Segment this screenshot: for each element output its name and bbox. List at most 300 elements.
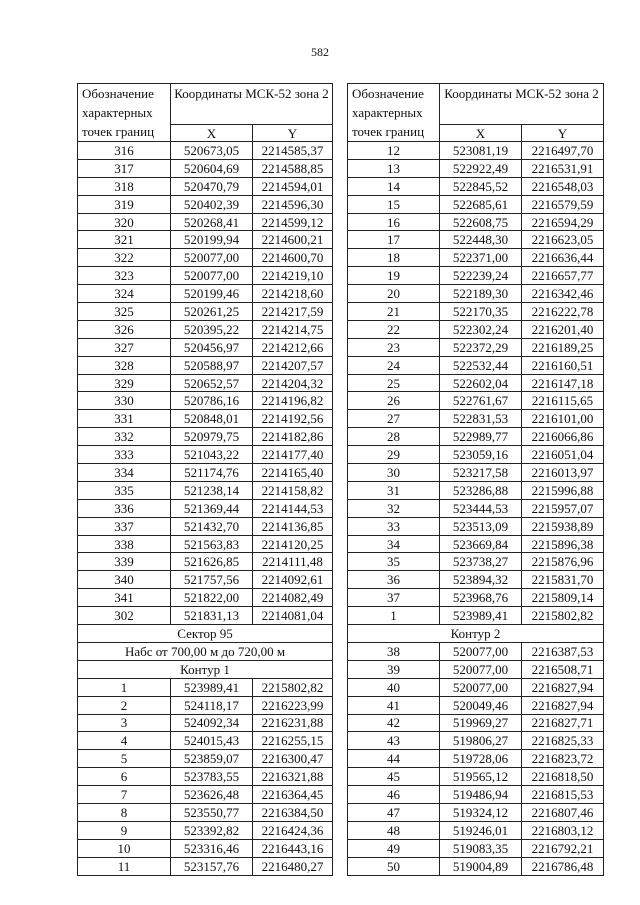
x-column-header: X <box>171 125 253 142</box>
y-coordinate-cell: 2216579,59 <box>522 195 604 213</box>
y-coordinate-cell: 2216051,04 <box>522 446 604 464</box>
table-row <box>348 303 604 321</box>
point-id-cell: 17 <box>348 231 440 249</box>
point-id-cell: 23 <box>348 338 440 356</box>
coordinates-table-right <box>347 83 604 876</box>
table-row <box>348 249 604 267</box>
table-row <box>78 410 333 428</box>
table-row <box>348 571 604 589</box>
table-row <box>348 267 604 285</box>
x-coordinate-cell: 522831,53 <box>440 410 522 428</box>
point-id-cell: 30 <box>348 464 440 482</box>
x-coordinate-cell: 519565,12 <box>440 768 522 786</box>
x-coordinate-cell: 520456,97 <box>171 338 253 356</box>
table-row <box>348 481 604 499</box>
x-coordinate-cell: 520077,00 <box>440 660 522 678</box>
x-coordinate-cell: 522371,00 <box>440 249 522 267</box>
y-column-header: Y <box>522 125 604 142</box>
x-coordinate-cell: 522170,35 <box>440 303 522 321</box>
point-id-cell: 46 <box>348 786 440 804</box>
y-coordinate-cell: 2216807,46 <box>522 803 604 821</box>
table-row <box>348 660 604 678</box>
table-row <box>348 607 604 625</box>
y-coordinate-cell: 2216201,40 <box>522 320 604 338</box>
point-id-cell: 24 <box>348 356 440 374</box>
x-coordinate-cell: 522922,49 <box>440 159 522 177</box>
point-id-cell: 341 <box>78 589 171 607</box>
y-coordinate-cell: 2216823,72 <box>522 750 604 768</box>
table-row <box>78 857 333 875</box>
point-id-cell: 9 <box>78 821 171 839</box>
section-heading: Сектор 95 <box>78 625 333 643</box>
table-row <box>348 714 604 732</box>
x-coordinate-cell: 523894,32 <box>440 571 522 589</box>
table-row <box>78 303 333 321</box>
x-coordinate-cell: 524015,43 <box>171 732 253 750</box>
point-id-cell: 336 <box>78 499 171 517</box>
table-row <box>348 732 604 750</box>
y-coordinate-cell: 2216189,25 <box>522 338 604 356</box>
x-coordinate-cell: 520588,97 <box>171 356 253 374</box>
x-coordinate-cell: 520848,01 <box>171 410 253 428</box>
table-row <box>348 231 604 249</box>
x-coordinate-cell: 519728,06 <box>440 750 522 768</box>
x-coordinate-cell: 523217,58 <box>440 464 522 482</box>
y-coordinate-cell: 2214120,25 <box>253 535 333 553</box>
point-id-cell: 302 <box>78 607 171 625</box>
x-coordinate-cell: 522685,61 <box>440 195 522 213</box>
y-coordinate-cell: 2214196,82 <box>253 392 333 410</box>
x-coordinate-cell: 524118,17 <box>171 696 253 714</box>
point-id-cell: 14 <box>348 177 440 195</box>
y-coordinate-cell: 2214596,30 <box>253 195 333 213</box>
section-heading: Контур 1 <box>78 660 333 678</box>
table-row <box>348 857 604 875</box>
y-coordinate-cell: 2216443,16 <box>253 839 333 857</box>
x-coordinate-cell: 519004,89 <box>440 857 522 875</box>
point-id-cell: 339 <box>78 553 171 571</box>
section-row <box>78 660 333 678</box>
y-coordinate-cell: 2214219,10 <box>253 267 333 285</box>
y-coordinate-cell: 2214207,57 <box>253 356 333 374</box>
y-coordinate-cell: 2216815,53 <box>522 786 604 804</box>
y-coordinate-cell: 2216818,50 <box>522 768 604 786</box>
y-coordinate-cell: 2216827,94 <box>522 678 604 696</box>
table-row <box>78 464 333 482</box>
point-id-cell: 42 <box>348 714 440 732</box>
point-id-cell: 29 <box>348 446 440 464</box>
y-coordinate-cell: 2215809,14 <box>522 589 604 607</box>
point-id-cell: 43 <box>348 732 440 750</box>
table-row <box>348 428 604 446</box>
point-id-cell: 4 <box>78 732 171 750</box>
table-row <box>348 392 604 410</box>
y-coordinate-cell: 2216231,88 <box>253 714 333 732</box>
y-coordinate-cell: 2216508,71 <box>522 660 604 678</box>
point-id-cell: 321 <box>78 231 171 249</box>
table-row <box>78 159 333 177</box>
x-coordinate-cell: 522989,77 <box>440 428 522 446</box>
table-row <box>348 803 604 821</box>
x-coordinate-cell: 522532,44 <box>440 356 522 374</box>
point-id-cell: 337 <box>78 517 171 535</box>
y-coordinate-cell: 2216321,88 <box>253 768 333 786</box>
point-id-cell: 326 <box>78 320 171 338</box>
y-coordinate-cell: 2214599,12 <box>253 213 333 231</box>
y-coordinate-cell: 2216657,77 <box>522 267 604 285</box>
point-id-cell: 18 <box>348 249 440 267</box>
table-row <box>78 285 333 303</box>
x-coordinate-cell: 520199,46 <box>171 285 253 303</box>
point-id-cell: 47 <box>348 803 440 821</box>
x-coordinate-cell: 523626,48 <box>171 786 253 804</box>
y-coordinate-cell: 2215876,96 <box>522 553 604 571</box>
table-row <box>348 589 604 607</box>
x-coordinate-cell: 523783,55 <box>171 768 253 786</box>
y-coordinate-cell: 2214204,32 <box>253 374 333 392</box>
x-coordinate-cell: 523316,46 <box>171 839 253 857</box>
y-coordinate-cell: 2214212,66 <box>253 338 333 356</box>
table-row <box>78 356 333 374</box>
point-id-cell: 8 <box>78 803 171 821</box>
point-id-cell: 2 <box>78 696 171 714</box>
table-row <box>78 589 333 607</box>
coordinates-header: Координаты МСК-52 зона 2 <box>171 84 333 125</box>
y-coordinate-cell: 2216480,27 <box>253 857 333 875</box>
table-row <box>78 392 333 410</box>
section-heading: Контур 2 <box>348 625 604 643</box>
x-coordinate-cell: 521626,85 <box>171 553 253 571</box>
x-coordinate-cell: 523392,82 <box>171 821 253 839</box>
x-coordinate-cell: 523286,88 <box>440 481 522 499</box>
x-coordinate-cell: 520470,79 <box>171 177 253 195</box>
table-row <box>348 786 604 804</box>
y-coordinate-cell: 2216013,97 <box>522 464 604 482</box>
point-id-cell: 12 <box>348 142 440 160</box>
point-id-cell: 330 <box>78 392 171 410</box>
point-label-header: Обозначение характерных точек границ <box>348 84 440 142</box>
y-coordinate-cell: 2214136,85 <box>253 517 333 535</box>
point-id-cell: 33 <box>348 517 440 535</box>
y-coordinate-cell: 2216623,05 <box>522 231 604 249</box>
y-coordinate-cell: 2216792,21 <box>522 839 604 857</box>
point-id-cell: 11 <box>78 857 171 875</box>
point-id-cell: 49 <box>348 839 440 857</box>
y-coordinate-cell: 2214218,60 <box>253 285 333 303</box>
y-coordinate-cell: 2216115,65 <box>522 392 604 410</box>
table-row <box>78 678 333 696</box>
point-id-cell: 39 <box>348 660 440 678</box>
x-coordinate-cell: 521369,44 <box>171 499 253 517</box>
coordinates-header: Координаты МСК-52 зона 2 <box>440 84 604 125</box>
table-row <box>348 464 604 482</box>
point-id-cell: 5 <box>78 750 171 768</box>
table-row <box>348 285 604 303</box>
y-coordinate-cell: 2214585,37 <box>253 142 333 160</box>
point-id-cell: 34 <box>348 535 440 553</box>
table-row <box>348 839 604 857</box>
y-coordinate-cell: 2216147,18 <box>522 374 604 392</box>
coordinates-table-left <box>77 83 333 876</box>
table-row <box>78 803 333 821</box>
point-id-cell: 32 <box>348 499 440 517</box>
table-row <box>348 338 604 356</box>
x-coordinate-cell: 519486,94 <box>440 786 522 804</box>
x-coordinate-cell: 520402,39 <box>171 195 253 213</box>
table-row <box>78 839 333 857</box>
y-coordinate-cell: 2214588,85 <box>253 159 333 177</box>
y-coordinate-cell: 2216255,15 <box>253 732 333 750</box>
y-coordinate-cell: 2216387,53 <box>522 642 604 660</box>
y-coordinate-cell: 2216066,86 <box>522 428 604 446</box>
y-coordinate-cell: 2214158,82 <box>253 481 333 499</box>
y-coordinate-cell: 2214214,75 <box>253 320 333 338</box>
x-coordinate-cell: 519246,01 <box>440 821 522 839</box>
table-row <box>348 821 604 839</box>
y-coordinate-cell: 2214111,48 <box>253 553 333 571</box>
table-row <box>78 142 333 160</box>
x-coordinate-cell: 520786,16 <box>171 392 253 410</box>
point-id-cell: 50 <box>348 857 440 875</box>
x-coordinate-cell: 523669,84 <box>440 535 522 553</box>
y-coordinate-cell: 2214165,40 <box>253 464 333 482</box>
table-row <box>348 142 604 160</box>
point-id-cell: 327 <box>78 338 171 356</box>
x-coordinate-cell: 521757,56 <box>171 571 253 589</box>
point-id-cell: 38 <box>348 642 440 660</box>
x-coordinate-cell: 521174,76 <box>171 464 253 482</box>
y-coordinate-cell: 2216424,36 <box>253 821 333 839</box>
section-row <box>78 625 333 643</box>
x-coordinate-cell: 522608,75 <box>440 213 522 231</box>
y-coordinate-cell: 2215957,07 <box>522 499 604 517</box>
y-coordinate-cell: 2214144,53 <box>253 499 333 517</box>
point-id-cell: 318 <box>78 177 171 195</box>
y-coordinate-cell: 2214177,40 <box>253 446 333 464</box>
x-coordinate-cell: 523513,09 <box>440 517 522 535</box>
table-row <box>78 481 333 499</box>
y-column-header: Y <box>253 125 333 142</box>
table-row <box>348 535 604 553</box>
y-coordinate-cell: 2216786,48 <box>522 857 604 875</box>
x-coordinate-cell: 520077,00 <box>171 267 253 285</box>
table-row <box>78 732 333 750</box>
point-id-cell: 15 <box>348 195 440 213</box>
y-coordinate-cell: 2216497,70 <box>522 142 604 160</box>
point-id-cell: 338 <box>78 535 171 553</box>
table-row <box>78 553 333 571</box>
table-row <box>348 320 604 338</box>
point-id-cell: 325 <box>78 303 171 321</box>
x-coordinate-cell: 523968,76 <box>440 589 522 607</box>
x-coordinate-cell: 520652,57 <box>171 374 253 392</box>
table-row <box>348 213 604 231</box>
table-row <box>348 177 604 195</box>
x-coordinate-cell: 520268,41 <box>171 213 253 231</box>
table-row <box>78 499 333 517</box>
table-row <box>78 821 333 839</box>
y-coordinate-cell: 2214192,56 <box>253 410 333 428</box>
y-coordinate-cell: 2216342,46 <box>522 285 604 303</box>
table-row <box>78 786 333 804</box>
table-row <box>348 768 604 786</box>
table-row <box>78 517 333 535</box>
point-id-cell: 331 <box>78 410 171 428</box>
y-coordinate-cell: 2216827,94 <box>522 696 604 714</box>
y-coordinate-cell: 2214600,70 <box>253 249 333 267</box>
table-row <box>78 231 333 249</box>
y-coordinate-cell: 2215996,88 <box>522 481 604 499</box>
x-coordinate-cell: 519083,35 <box>440 839 522 857</box>
point-id-cell: 328 <box>78 356 171 374</box>
point-id-cell: 31 <box>348 481 440 499</box>
y-coordinate-cell: 2214082,49 <box>253 589 333 607</box>
y-coordinate-cell: 2216101,00 <box>522 410 604 428</box>
table-row <box>78 535 333 553</box>
table-row <box>348 356 604 374</box>
table-row <box>78 446 333 464</box>
page-number: 582 <box>311 45 329 59</box>
table-row <box>78 750 333 768</box>
table-row <box>348 446 604 464</box>
x-coordinate-cell: 520395,22 <box>171 320 253 338</box>
x-coordinate-cell: 522448,30 <box>440 231 522 249</box>
point-id-cell: 25 <box>348 374 440 392</box>
table-row <box>78 428 333 446</box>
x-coordinate-cell: 520604,69 <box>171 159 253 177</box>
point-id-cell: 334 <box>78 464 171 482</box>
point-id-cell: 3 <box>78 714 171 732</box>
x-coordinate-cell: 520077,00 <box>440 678 522 696</box>
table-row <box>78 696 333 714</box>
point-id-cell: 333 <box>78 446 171 464</box>
x-coordinate-cell: 522602,04 <box>440 374 522 392</box>
y-coordinate-cell: 2215831,70 <box>522 571 604 589</box>
x-coordinate-cell: 521432,70 <box>171 517 253 535</box>
point-id-cell: 35 <box>348 553 440 571</box>
y-coordinate-cell: 2214600,21 <box>253 231 333 249</box>
point-id-cell: 6 <box>78 768 171 786</box>
x-coordinate-cell: 523989,41 <box>440 607 522 625</box>
table-row <box>348 195 604 213</box>
x-coordinate-cell: 523550,77 <box>171 803 253 821</box>
point-id-cell: 26 <box>348 392 440 410</box>
point-id-cell: 340 <box>78 571 171 589</box>
point-id-cell: 27 <box>348 410 440 428</box>
point-id-cell: 324 <box>78 285 171 303</box>
y-coordinate-cell: 2214092,61 <box>253 571 333 589</box>
x-coordinate-cell: 521831,13 <box>171 607 253 625</box>
table-row <box>348 678 604 696</box>
x-coordinate-cell: 519806,27 <box>440 732 522 750</box>
section-heading: Набс от 700,00 м до 720,00 м <box>78 642 333 660</box>
point-id-cell: 40 <box>348 678 440 696</box>
y-coordinate-cell: 2216548,03 <box>522 177 604 195</box>
x-coordinate-cell: 521238,14 <box>171 481 253 499</box>
table-row <box>348 374 604 392</box>
y-coordinate-cell: 2216594,29 <box>522 213 604 231</box>
point-id-cell: 322 <box>78 249 171 267</box>
point-id-cell: 1 <box>78 678 171 696</box>
table-row <box>78 714 333 732</box>
table-row <box>348 750 604 768</box>
table-row <box>78 374 333 392</box>
table-row <box>348 499 604 517</box>
x-coordinate-cell: 522372,29 <box>440 338 522 356</box>
point-id-cell: 20 <box>348 285 440 303</box>
x-coordinate-cell: 520261,25 <box>171 303 253 321</box>
y-coordinate-cell: 2216803,12 <box>522 821 604 839</box>
point-id-cell: 36 <box>348 571 440 589</box>
table-row <box>348 159 604 177</box>
table-row <box>78 320 333 338</box>
point-id-cell: 19 <box>348 267 440 285</box>
y-coordinate-cell: 2216160,51 <box>522 356 604 374</box>
x-coordinate-cell: 523859,07 <box>171 750 253 768</box>
y-coordinate-cell: 2214081,04 <box>253 607 333 625</box>
y-coordinate-cell: 2216222,78 <box>522 303 604 321</box>
y-coordinate-cell: 2215938,89 <box>522 517 604 535</box>
table-row <box>78 338 333 356</box>
point-id-cell: 22 <box>348 320 440 338</box>
table-row <box>78 177 333 195</box>
y-coordinate-cell: 2215896,38 <box>522 535 604 553</box>
table-row <box>348 410 604 428</box>
x-coordinate-cell: 523157,76 <box>171 857 253 875</box>
x-coordinate-cell: 521563,83 <box>171 535 253 553</box>
x-coordinate-cell: 520673,05 <box>171 142 253 160</box>
x-coordinate-cell: 520077,00 <box>171 249 253 267</box>
point-id-cell: 44 <box>348 750 440 768</box>
table-row <box>78 768 333 786</box>
point-id-cell: 332 <box>78 428 171 446</box>
x-coordinate-cell: 522845,52 <box>440 177 522 195</box>
table-row <box>348 553 604 571</box>
section-row <box>78 642 333 660</box>
x-coordinate-cell: 520199,94 <box>171 231 253 249</box>
x-coordinate-cell: 522302,24 <box>440 320 522 338</box>
point-id-cell: 13 <box>348 159 440 177</box>
point-id-cell: 45 <box>348 768 440 786</box>
x-coordinate-cell: 521043,22 <box>171 446 253 464</box>
x-coordinate-cell: 523738,27 <box>440 553 522 571</box>
point-id-cell: 323 <box>78 267 171 285</box>
x-coordinate-cell: 522239,24 <box>440 267 522 285</box>
point-id-cell: 10 <box>78 839 171 857</box>
point-id-cell: 335 <box>78 481 171 499</box>
y-coordinate-cell: 2214182,86 <box>253 428 333 446</box>
table-row <box>78 571 333 589</box>
point-id-cell: 316 <box>78 142 171 160</box>
y-coordinate-cell: 2216384,50 <box>253 803 333 821</box>
point-id-cell: 319 <box>78 195 171 213</box>
point-id-cell: 317 <box>78 159 171 177</box>
x-coordinate-cell: 523444,53 <box>440 499 522 517</box>
x-coordinate-cell: 520049,46 <box>440 696 522 714</box>
x-coordinate-cell: 521822,00 <box>171 589 253 607</box>
point-id-cell: 16 <box>348 213 440 231</box>
point-id-cell: 329 <box>78 374 171 392</box>
y-coordinate-cell: 2215802,82 <box>522 607 604 625</box>
y-coordinate-cell: 2216531,91 <box>522 159 604 177</box>
section-row <box>348 625 604 643</box>
y-coordinate-cell: 2216827,71 <box>522 714 604 732</box>
point-id-cell: 48 <box>348 821 440 839</box>
table-row <box>348 642 604 660</box>
y-coordinate-cell: 2216223,99 <box>253 696 333 714</box>
x-coordinate-cell: 523989,41 <box>171 678 253 696</box>
point-id-cell: 7 <box>78 786 171 804</box>
